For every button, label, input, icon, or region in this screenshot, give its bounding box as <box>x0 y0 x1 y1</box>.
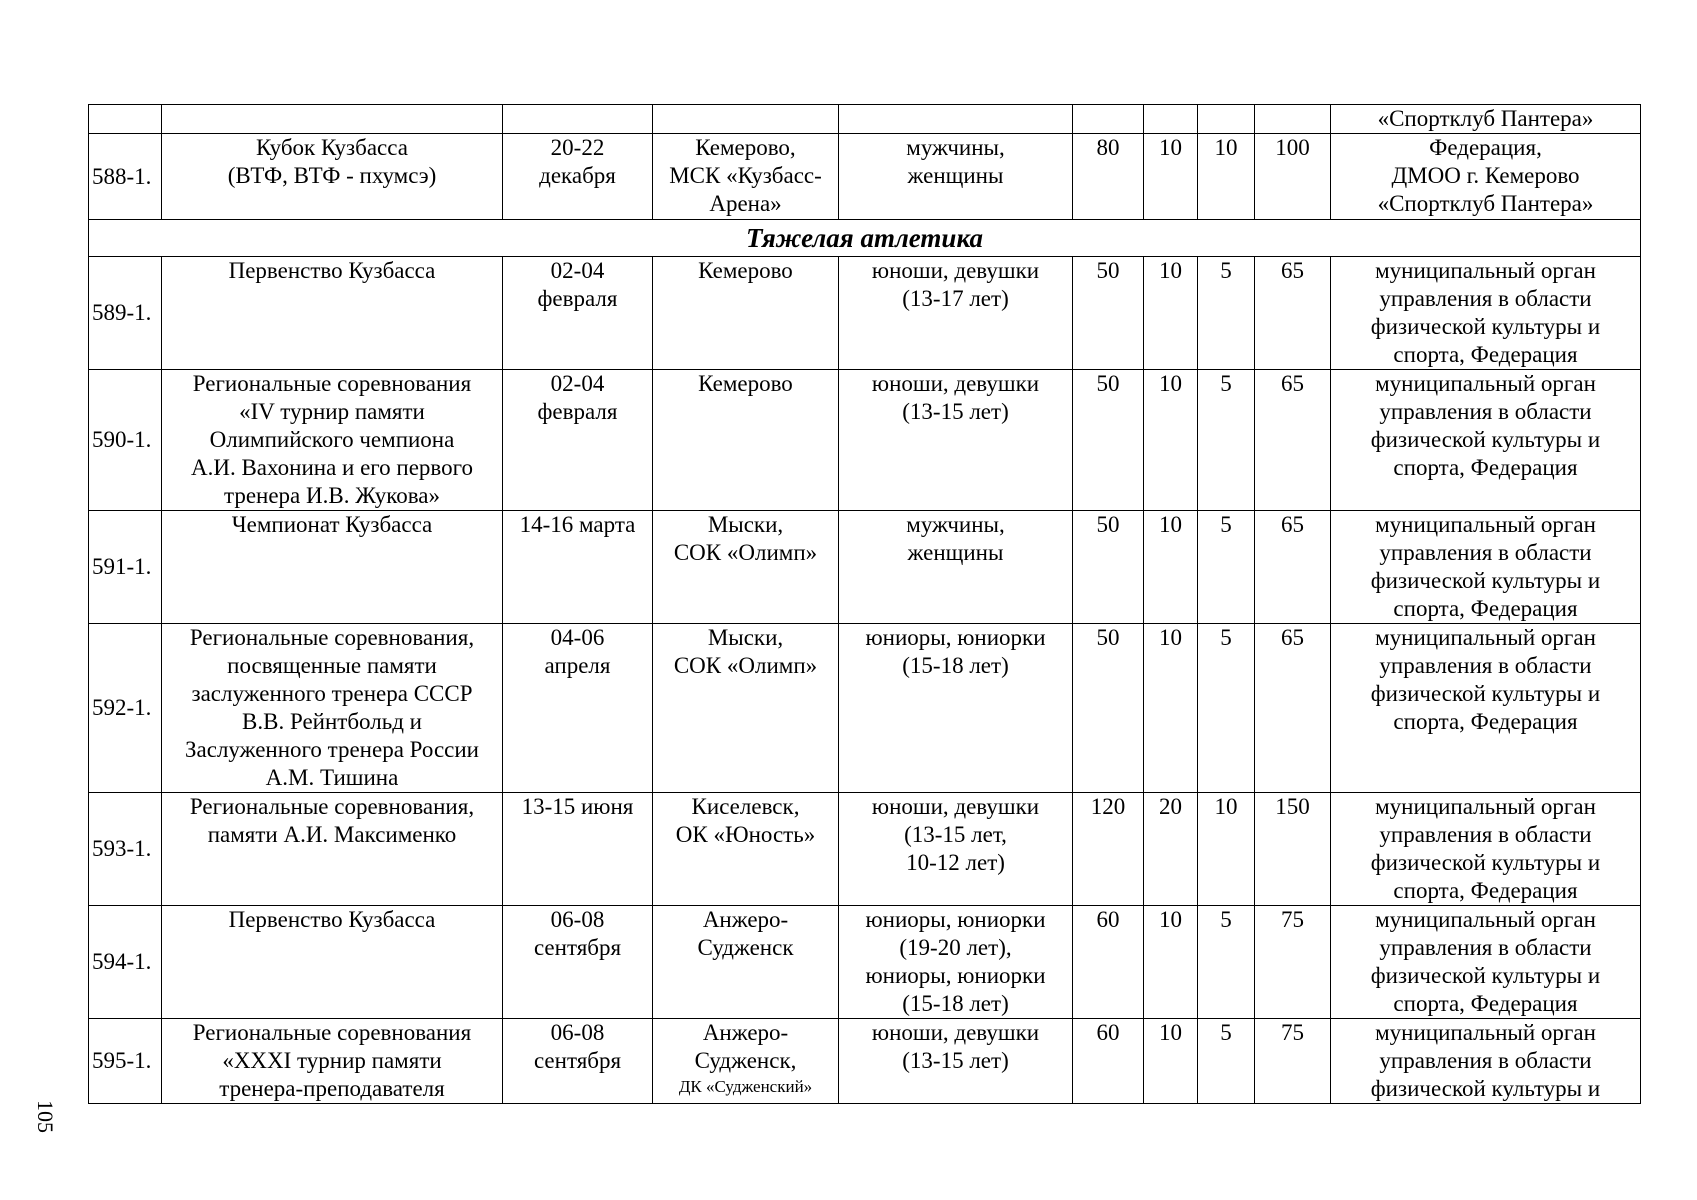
cell-c3: 5 <box>1198 257 1255 370</box>
table-row <box>89 1019 1641 1104</box>
cell-place-main: Анжеро- Судженск, <box>694 1020 797 1073</box>
table-row <box>89 370 1641 511</box>
section-row <box>89 220 1641 257</box>
cell-place: Кемерово, МСК «Кузбасс- Арена» <box>653 134 839 220</box>
cell-num: 590-1. <box>89 370 162 511</box>
cell-organizer: «Спортклуб Пантера» <box>1331 105 1641 134</box>
cell-c4 <box>1255 105 1331 134</box>
cell-c3: 10 <box>1198 134 1255 220</box>
cell-place: Мыски, СОК «Олимп» <box>653 511 839 624</box>
cell-dates: 06-08 сентября <box>503 1019 653 1104</box>
cell-c4: 65 <box>1255 370 1331 511</box>
cell-c4: 75 <box>1255 906 1331 1019</box>
cell-c1: 50 <box>1073 624 1144 793</box>
cell-place: Мыски, СОК «Олимп» <box>653 624 839 793</box>
cell-dates: 06-08 сентября <box>503 906 653 1019</box>
cell-participants: юноши, девушки (13-15 лет) <box>839 1019 1073 1104</box>
cell-c2: 10 <box>1144 624 1198 793</box>
cell-dates: 04-06 апреля <box>503 624 653 793</box>
cell-num: 592-1. <box>89 624 162 793</box>
cell-organizer: муниципальный орган управления в области физической культуры и спорта, Федерация <box>1331 511 1641 624</box>
cell-c3: 5 <box>1198 370 1255 511</box>
cell-participants: юноши, девушки (13-15 лет, 10-12 лет) <box>839 793 1073 906</box>
cell-c3 <box>1198 105 1255 134</box>
cell-participants: мужчины, женщины <box>839 511 1073 624</box>
cell-name: Кубок Кузбасса (ВТФ, ВТФ - пхумсэ) <box>162 134 503 220</box>
cell-organizer: муниципальный орган управления в области физической культуры и спорта, Федерация <box>1331 793 1641 906</box>
cell-place: Анжеро- Судженск <box>653 906 839 1019</box>
cell-c2 <box>1144 105 1198 134</box>
cell-dates: 13-15 июня <box>503 793 653 906</box>
cell-dates: 02-04 февраля <box>503 370 653 511</box>
cell-c1: 50 <box>1073 511 1144 624</box>
cell-c3: 10 <box>1198 793 1255 906</box>
events-table <box>88 104 1641 1104</box>
cell-dates: 14-16 марта <box>503 511 653 624</box>
cell-participants: юниоры, юниорки (19-20 лет), юниоры, юниорки (15-18 лет) <box>839 906 1073 1019</box>
cell-c2: 10 <box>1144 906 1198 1019</box>
cell-num: 593-1. <box>89 793 162 906</box>
cell-dates: 20-22 декабря <box>503 134 653 220</box>
cell-name: Первенство Кузбасса <box>162 257 503 370</box>
cell-place <box>653 105 839 134</box>
section-title: Тяжелая атлетика <box>89 220 1641 257</box>
cell-place: Кемерово <box>653 257 839 370</box>
cell-num: 595-1. <box>89 1019 162 1104</box>
table-row <box>89 257 1641 370</box>
table-row <box>89 624 1641 793</box>
table-row <box>89 134 1641 220</box>
cell-name: Региональные соревнования «XXXI турнир памяти тренера-преподавателя <box>162 1019 503 1104</box>
cell-c4: 150 <box>1255 793 1331 906</box>
cell-dates: 02-04 февраля <box>503 257 653 370</box>
cell-participants <box>839 105 1073 134</box>
cell-organizer: муниципальный орган управления в области физической культуры и спорта, Федерация <box>1331 906 1641 1019</box>
cell-c4: 100 <box>1255 134 1331 220</box>
cell-organizer: муниципальный орган управления в области физической культуры и спорта, Федерация <box>1331 624 1641 793</box>
cell-c4: 65 <box>1255 257 1331 370</box>
table-row <box>89 511 1641 624</box>
cell-c2: 10 <box>1144 257 1198 370</box>
cell-name: Чемпионат Кузбасса <box>162 511 503 624</box>
cell-c1: 60 <box>1073 906 1144 1019</box>
cell-organizer: муниципальный орган управления в области физической культуры и <box>1331 1019 1641 1104</box>
cell-c1: 50 <box>1073 257 1144 370</box>
cell-c1: 60 <box>1073 1019 1144 1104</box>
table-row <box>89 793 1641 906</box>
cell-c2: 20 <box>1144 793 1198 906</box>
cell-c1 <box>1073 105 1144 134</box>
cell-name <box>162 105 503 134</box>
cell-name: Региональные соревнования, памяти А.И. Максименко <box>162 793 503 906</box>
cell-c4: 65 <box>1255 624 1331 793</box>
cell-name: Региональные соревнования «IV турнир памяти Олимпийского чемпиона А.И. Вахонина и его первого тренера И.В. Жукова» <box>162 370 503 511</box>
table-row <box>89 906 1641 1019</box>
cell-num: 589-1. <box>89 257 162 370</box>
cell-c3: 5 <box>1198 1019 1255 1104</box>
cell-organizer: муниципальный орган управления в области физической культуры и спорта, Федерация <box>1331 370 1641 511</box>
cell-c1: 80 <box>1073 134 1144 220</box>
table-row-continuation <box>89 105 1641 134</box>
cell-c2: 10 <box>1144 370 1198 511</box>
cell-num: 588-1. <box>89 134 162 220</box>
cell-c2: 10 <box>1144 511 1198 624</box>
cell-organizer: муниципальный орган управления в области физической культуры и спорта, Федерация <box>1331 257 1641 370</box>
cell-c1: 50 <box>1073 370 1144 511</box>
cell-participants: юниоры, юниорки (15-18 лет) <box>839 624 1073 793</box>
cell-c3: 5 <box>1198 624 1255 793</box>
cell-dates <box>503 105 653 134</box>
cell-num: 591-1. <box>89 511 162 624</box>
cell-place <box>653 1019 839 1104</box>
cell-participants: юноши, девушки (13-17 лет) <box>839 257 1073 370</box>
cell-c4: 75 <box>1255 1019 1331 1104</box>
cell-place: Киселевск, ОК «Юность» <box>653 793 839 906</box>
cell-c2: 10 <box>1144 1019 1198 1104</box>
cell-participants: юноши, девушки (13-15 лет) <box>839 370 1073 511</box>
cell-organizer: Федерация, ДМОО г. Кемерово «Спортклуб Пантера» <box>1331 134 1641 220</box>
cell-c3: 5 <box>1198 906 1255 1019</box>
cell-name: Первенство Кузбасса <box>162 906 503 1019</box>
cell-place-venue: ДК «Судженский» <box>678 1077 813 1096</box>
cell-name: Региональные соревнования, посвященные памяти заслуженного тренера СССР В.В. Рейнтбольд и Заслуженного тренера России А.М. Тишина <box>162 624 503 793</box>
page-number: 105 <box>33 1100 58 1133</box>
cell-participants: мужчины, женщины <box>839 134 1073 220</box>
cell-num: 594-1. <box>89 906 162 1019</box>
cell-c2: 10 <box>1144 134 1198 220</box>
cell-c1: 120 <box>1073 793 1144 906</box>
cell-c3: 5 <box>1198 511 1255 624</box>
cell-c4: 65 <box>1255 511 1331 624</box>
cell-num <box>89 105 162 134</box>
cell-place: Кемерово <box>653 370 839 511</box>
